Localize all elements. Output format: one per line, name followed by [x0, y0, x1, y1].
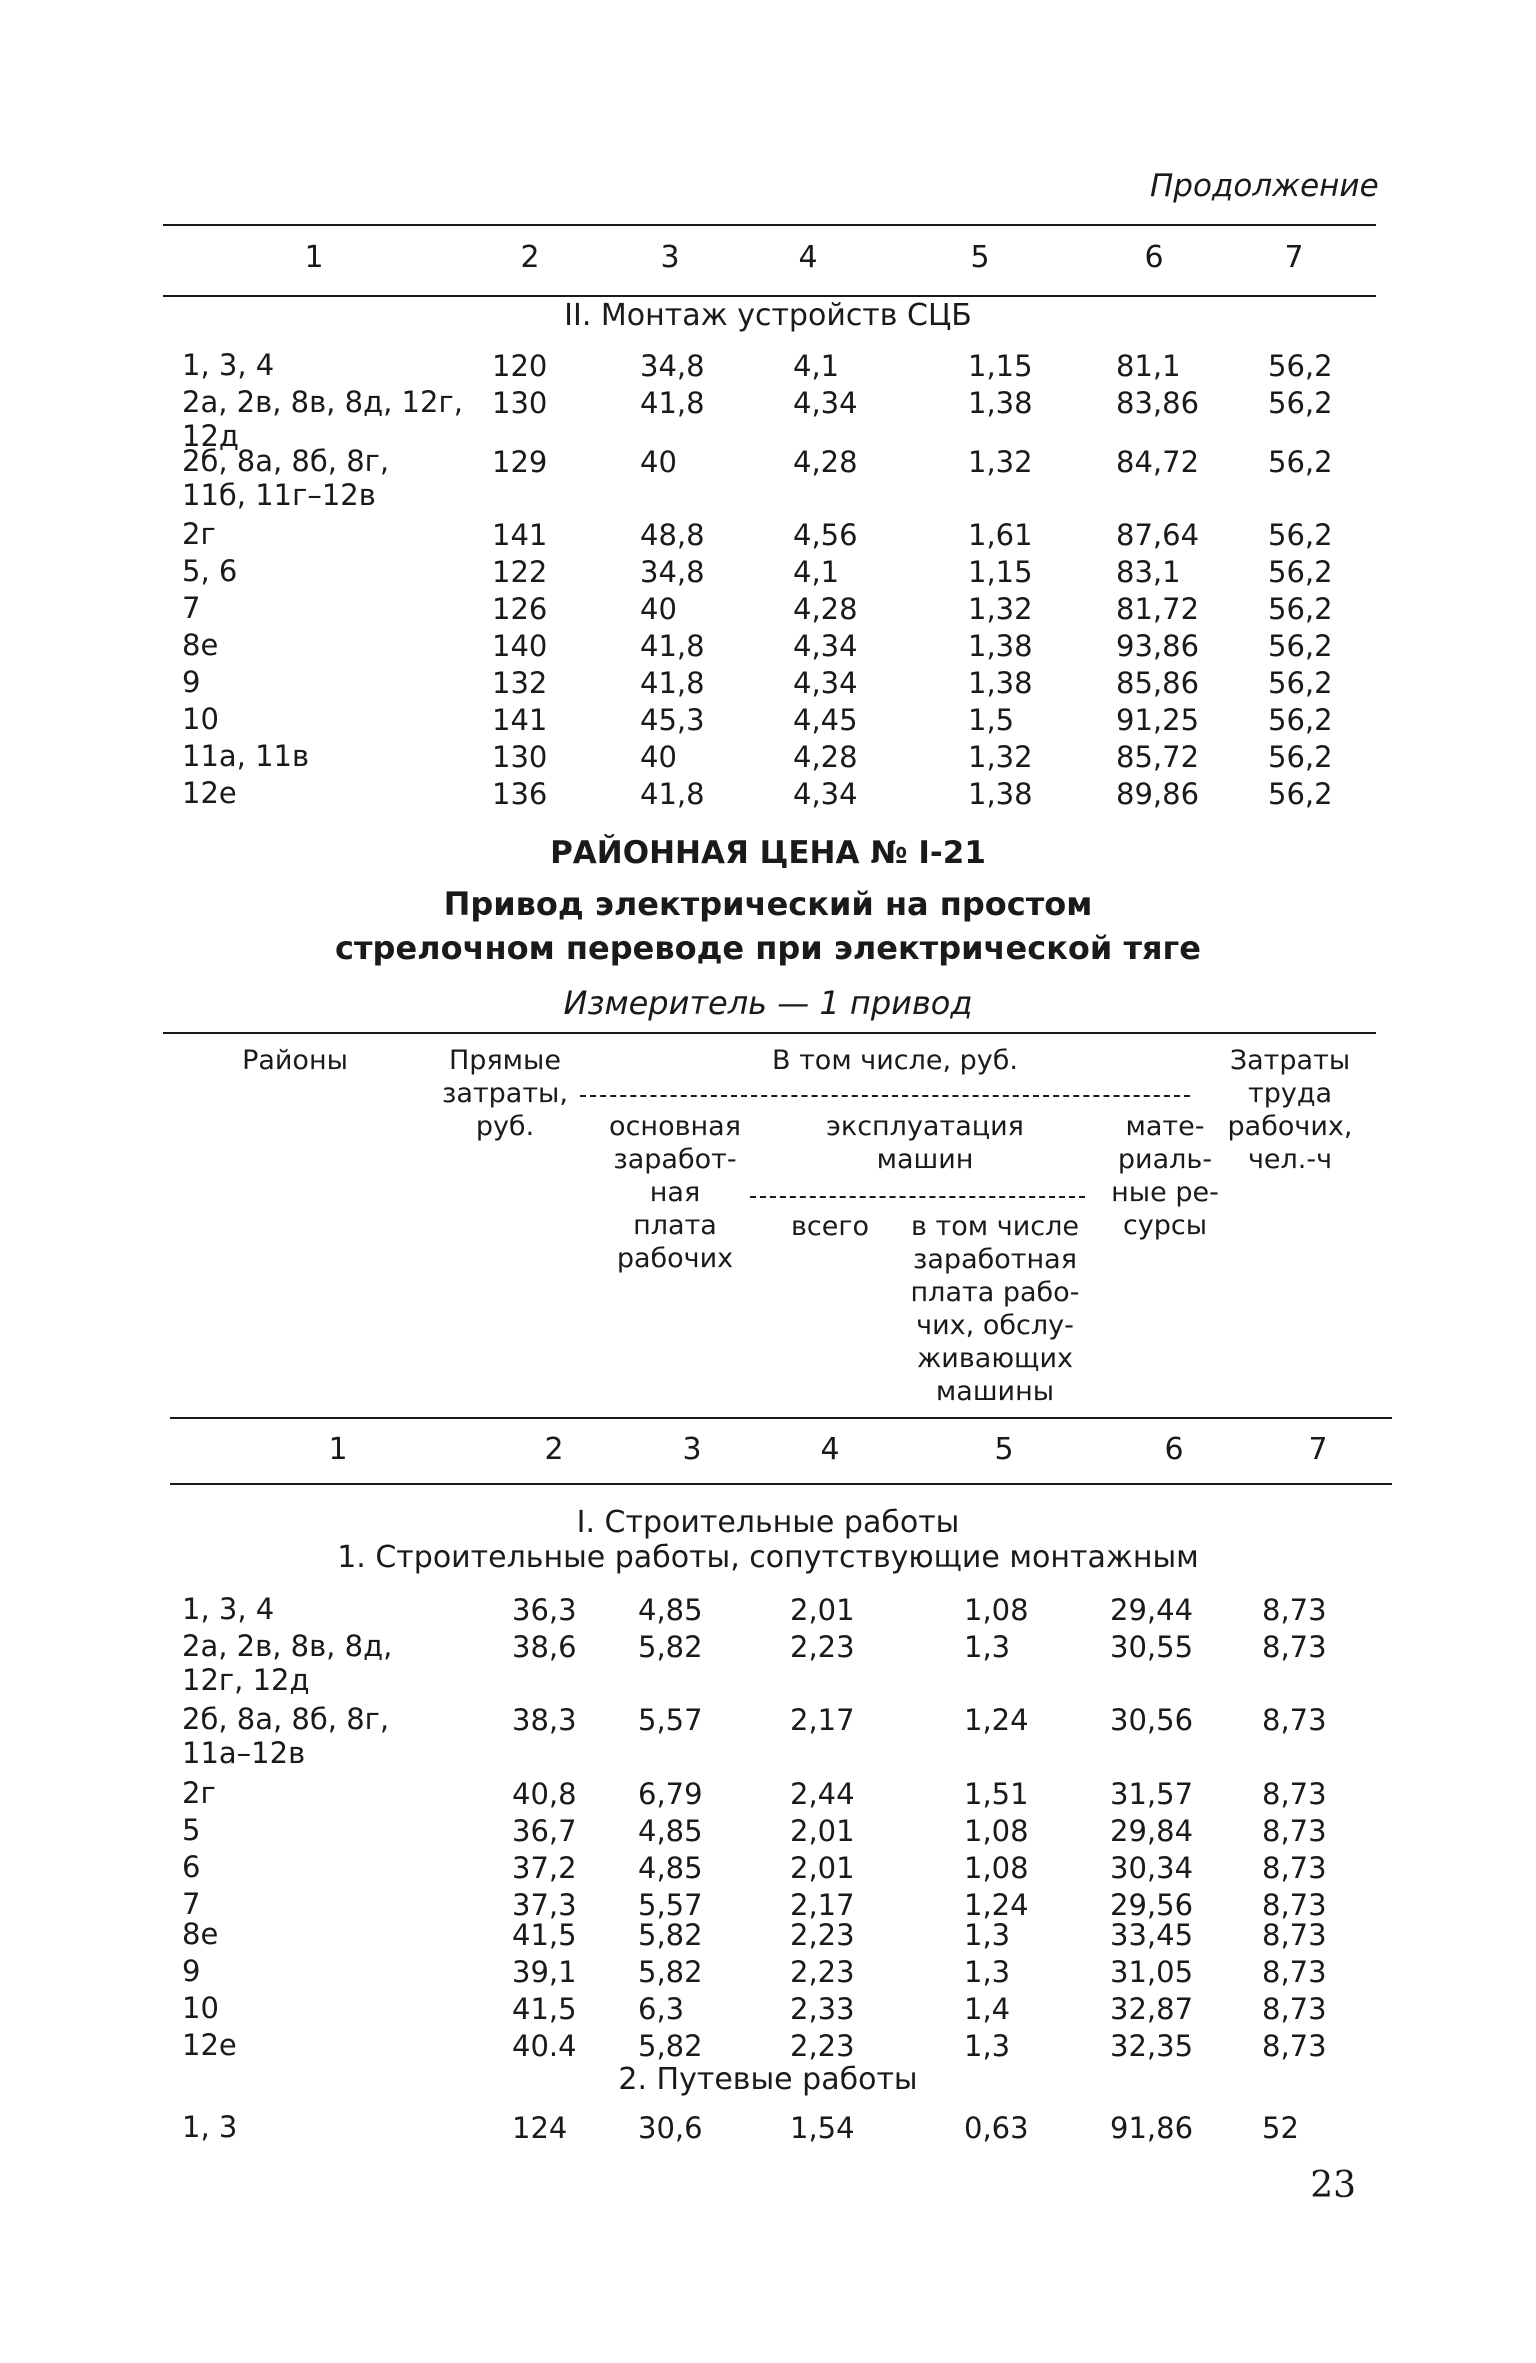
table-cell: 41,5 [512, 1918, 577, 1952]
table-cell: 130 [492, 740, 548, 774]
table-cell: 129 [492, 445, 548, 479]
table-cell: 1,61 [968, 518, 1033, 552]
table-cell: 30,56 [1110, 1703, 1194, 1737]
row-region: 2г [182, 1776, 216, 1810]
table-cell: 8,73 [1262, 1888, 1327, 1922]
table-cell: 5,82 [638, 1918, 703, 1952]
row-region: 2г [182, 517, 216, 551]
table-cell: 4,34 [793, 666, 858, 700]
row-region: 2а, 2в, 8в, 8д, 12г, 12д [182, 1629, 393, 1697]
table-cell: 2,23 [790, 1630, 855, 1664]
table-cell: 1,08 [964, 1851, 1029, 1885]
row-region: 12е [182, 776, 237, 810]
table-cell: 36,3 [512, 1593, 577, 1627]
table-cell: 8,73 [1262, 1955, 1327, 1989]
table-cell: 8,73 [1262, 1593, 1327, 1627]
col-number: 1 [304, 240, 324, 275]
table-cell: 41,8 [640, 777, 705, 811]
table-cell: 122 [492, 555, 548, 589]
table-cell: 87,64 [1116, 518, 1200, 552]
col-number: 2 [520, 240, 540, 275]
table-cell: 40,8 [512, 1777, 577, 1811]
table-cell: 8,73 [1262, 1992, 1327, 2026]
table-cell: 130 [492, 386, 548, 420]
table1-top-rule [163, 224, 1376, 226]
table-cell: 38,6 [512, 1630, 577, 1664]
table-cell: 2,01 [790, 1593, 855, 1627]
table-cell: 5,57 [638, 1703, 703, 1737]
table-cell: 8,73 [1262, 1630, 1327, 1664]
table-cell: 1,08 [964, 1593, 1029, 1627]
table1-header-rule [163, 295, 1376, 297]
table-cell: 83,1 [1116, 555, 1181, 589]
row-region: 9 [182, 1954, 201, 1988]
table-cell: 56,2 [1268, 740, 1333, 774]
table-cell: 29,56 [1110, 1888, 1194, 1922]
row-region: 12е [182, 2028, 237, 2062]
table-cell: 31,57 [1110, 1777, 1194, 1811]
table-cell: 120 [492, 349, 548, 383]
table-cell: 1,38 [968, 777, 1033, 811]
table2-top-rule [163, 1032, 1376, 1034]
table-cell: 1,3 [964, 1630, 1011, 1664]
table-cell: 1,38 [968, 666, 1033, 700]
table-cell: 56,2 [1268, 777, 1333, 811]
table-cell: 1,24 [964, 1888, 1029, 1922]
row-region: 10 [182, 1991, 219, 2025]
table-cell: 38,3 [512, 1703, 577, 1737]
table-cell: 1,3 [964, 1955, 1011, 1989]
table-cell: 8,73 [1262, 1703, 1327, 1737]
header-direct-costs: Прямые затраты, руб. [442, 1045, 568, 1142]
table-cell: 8,73 [1262, 1814, 1327, 1848]
table-cell: 141 [492, 518, 548, 552]
table-cell: 1,08 [964, 1814, 1029, 1848]
row-region: 2б, 8а, 8б, 8г, 11а–12в [182, 1702, 390, 1770]
table-cell: 5,82 [638, 1955, 703, 1989]
table-cell: 1,32 [968, 592, 1033, 626]
table-cell: 1,38 [968, 386, 1033, 420]
row-region: 5 [182, 1813, 201, 1847]
table-cell: 32,87 [1110, 1992, 1194, 2026]
row-region: 8е [182, 628, 219, 662]
header-labor: Затраты труда рабочих, чел.-ч [1227, 1045, 1353, 1175]
table-cell: 29,84 [1110, 1814, 1194, 1848]
header-machines-divider [750, 1196, 1085, 1198]
row-region: 11а, 11в [182, 739, 310, 773]
price-heading: РАЙОННАЯ ЦЕНА № I-21 [550, 835, 986, 871]
table-cell: 89,86 [1116, 777, 1200, 811]
table-cell: 4,56 [793, 518, 858, 552]
table-cell: 2,17 [790, 1888, 855, 1922]
table-cell: 56,2 [1268, 629, 1333, 663]
row-region: 2а, 2в, 8в, 8д, 12г, 12д [182, 385, 463, 453]
header-materials: мате- риаль- ные ре- сурсы [1111, 1111, 1219, 1241]
table-cell: 56,2 [1268, 555, 1333, 589]
title-line-1: Привод электрический на простом [443, 885, 1093, 923]
table-cell: 1,5 [968, 703, 1015, 737]
table-cell: 4,85 [638, 1851, 703, 1885]
table-cell: 124 [512, 2111, 568, 2145]
table-cell: 56,2 [1268, 445, 1333, 479]
table-cell: 34,8 [640, 349, 705, 383]
row-region: 7 [182, 591, 201, 625]
table-cell: 136 [492, 777, 548, 811]
col-number: 7 [1284, 240, 1304, 275]
table-cell: 30,34 [1110, 1851, 1194, 1885]
table-cell: 56,2 [1268, 349, 1333, 383]
table-cell: 4,28 [793, 740, 858, 774]
measure-unit: Измеритель — 1 привод [563, 984, 973, 1022]
col-number: 2 [544, 1432, 564, 1467]
table-cell: 2,23 [790, 2029, 855, 2063]
col-number: 5 [994, 1432, 1014, 1467]
table-cell: 37,3 [512, 1888, 577, 1922]
col-number: 6 [1164, 1432, 1184, 1467]
table-cell: 1,3 [964, 1918, 1011, 1952]
row-region: 7 [182, 1887, 201, 1921]
header-total: всего [790, 1211, 870, 1242]
table-cell: 4,28 [793, 592, 858, 626]
table-cell: 140 [492, 629, 548, 663]
col-number: 5 [970, 240, 990, 275]
table-cell: 56,2 [1268, 703, 1333, 737]
table-cell: 40 [640, 740, 677, 774]
table-cell: 56,2 [1268, 386, 1333, 420]
table-cell: 4,34 [793, 777, 858, 811]
table-cell: 40.4 [512, 2029, 577, 2063]
table-cell: 84,72 [1116, 445, 1200, 479]
table-cell: 56,2 [1268, 666, 1333, 700]
table-cell: 39,1 [512, 1955, 577, 1989]
table-cell: 93,86 [1116, 629, 1200, 663]
page-number: 23 [1310, 2165, 1356, 2206]
table2-subsection-2: 2. Путевые работы [618, 2062, 918, 2097]
table-cell: 36,7 [512, 1814, 577, 1848]
table-cell: 29,44 [1110, 1593, 1194, 1627]
row-region: 1, 3, 4 [182, 348, 275, 382]
table-cell: 1,3 [964, 2029, 1011, 2063]
row-region: 5, 6 [182, 554, 238, 588]
table-cell: 85,86 [1116, 666, 1200, 700]
table-cell: 5,82 [638, 2029, 703, 2063]
table-cell: 2,44 [790, 1777, 855, 1811]
table-cell: 6,3 [638, 1992, 685, 2026]
table-cell: 5,57 [638, 1888, 703, 1922]
table-cell: 30,55 [1110, 1630, 1194, 1664]
title-line-2: стрелочном переводе при электрической тяге [335, 929, 1201, 967]
table-cell: 4,34 [793, 629, 858, 663]
table1-section-title: II. Монтаж устройств СЦБ [564, 298, 972, 333]
table-cell: 2,17 [790, 1703, 855, 1737]
header-including: В том числе, руб. [771, 1045, 1019, 1076]
col-number: 3 [682, 1432, 702, 1467]
col-number: 4 [798, 240, 818, 275]
table-cell: 56,2 [1268, 592, 1333, 626]
table-cell: 2,01 [790, 1851, 855, 1885]
table-cell: 8,73 [1262, 2029, 1327, 2063]
table-cell: 126 [492, 592, 548, 626]
table-cell: 141 [492, 703, 548, 737]
col-number: 1 [328, 1432, 348, 1467]
table-cell: 132 [492, 666, 548, 700]
table-cell: 1,4 [964, 1992, 1011, 2026]
table-cell: 0,63 [964, 2111, 1029, 2145]
table2-section-title: I. Строительные работы [576, 1505, 960, 1540]
table-cell: 4,1 [793, 555, 840, 589]
table-cell: 1,32 [968, 445, 1033, 479]
row-region: 8е [182, 1917, 219, 1951]
col-number: 7 [1308, 1432, 1328, 1467]
row-region: 2б, 8а, 8б, 8г, 11б, 11г–12в [182, 444, 390, 512]
table-cell: 2,23 [790, 1918, 855, 1952]
table-cell: 91,86 [1110, 2111, 1194, 2145]
table-cell: 1,38 [968, 629, 1033, 663]
row-region: 1, 3 [182, 2110, 238, 2144]
table-cell: 4,1 [793, 349, 840, 383]
table-cell: 34,8 [640, 555, 705, 589]
table-cell: 1,32 [968, 740, 1033, 774]
table-cell: 1,54 [790, 2111, 855, 2145]
table-cell: 41,8 [640, 666, 705, 700]
table-cell: 81,72 [1116, 592, 1200, 626]
table2-subsection-1: 1. Строительные работы, сопутствующие монтажным [337, 1540, 1199, 1575]
table-cell: 1,24 [964, 1703, 1029, 1737]
col-number: 6 [1144, 240, 1164, 275]
row-region: 1, 3, 4 [182, 1592, 275, 1626]
table-cell: 2,33 [790, 1992, 855, 2026]
table-cell: 41,8 [640, 386, 705, 420]
table-cell: 37,2 [512, 1851, 577, 1885]
table-cell: 83,86 [1116, 386, 1200, 420]
table-cell: 8,73 [1262, 1918, 1327, 1952]
row-region: 9 [182, 665, 201, 699]
table-cell: 33,45 [1110, 1918, 1194, 1952]
table-cell: 41,5 [512, 1992, 577, 2026]
table-cell: 1,51 [964, 1777, 1029, 1811]
header-machine-wage: в том числе заработная плата рабо- чих, обслу- живающих машины [910, 1211, 1080, 1407]
table-cell: 40 [640, 592, 677, 626]
table-cell: 5,82 [638, 1630, 703, 1664]
table-cell: 81,1 [1116, 349, 1181, 383]
col-number: 4 [820, 1432, 840, 1467]
table-cell: 56,2 [1268, 518, 1333, 552]
table-cell: 91,25 [1116, 703, 1200, 737]
continuation-label: Продолжение [1150, 168, 1379, 204]
table-cell: 48,8 [640, 518, 705, 552]
table-cell: 32,35 [1110, 2029, 1194, 2063]
table-cell: 4,28 [793, 445, 858, 479]
row-region: 6 [182, 1850, 201, 1884]
table-cell: 41,8 [640, 629, 705, 663]
table2-header-rule [170, 1417, 1392, 1419]
table-cell: 4,85 [638, 1593, 703, 1627]
header-base-wage: основная заработ- ная плата рабочих [609, 1111, 741, 1274]
col-number: 3 [660, 240, 680, 275]
table-cell: 1,15 [968, 555, 1033, 589]
header-machines: эксплуатация машин [826, 1111, 1024, 1175]
table-cell: 31,05 [1110, 1955, 1194, 1989]
table-cell: 2,23 [790, 1955, 855, 1989]
table-cell: 6,79 [638, 1777, 703, 1811]
table-cell: 1,15 [968, 349, 1033, 383]
header-regions: Районы [242, 1045, 348, 1076]
table-cell: 30,6 [638, 2111, 703, 2145]
table2-number-rule [170, 1483, 1392, 1485]
table-cell: 40 [640, 445, 677, 479]
table-cell: 85,72 [1116, 740, 1200, 774]
row-region: 10 [182, 702, 219, 736]
table-cell: 8,73 [1262, 1851, 1327, 1885]
table-cell: 8,73 [1262, 1777, 1327, 1811]
table-cell: 45,3 [640, 703, 705, 737]
table-cell: 2,01 [790, 1814, 855, 1848]
table-cell: 4,45 [793, 703, 858, 737]
table-cell: 4,85 [638, 1814, 703, 1848]
table-cell: 52 [1262, 2111, 1299, 2145]
table-cell: 4,34 [793, 386, 858, 420]
header-divider [580, 1095, 1190, 1097]
